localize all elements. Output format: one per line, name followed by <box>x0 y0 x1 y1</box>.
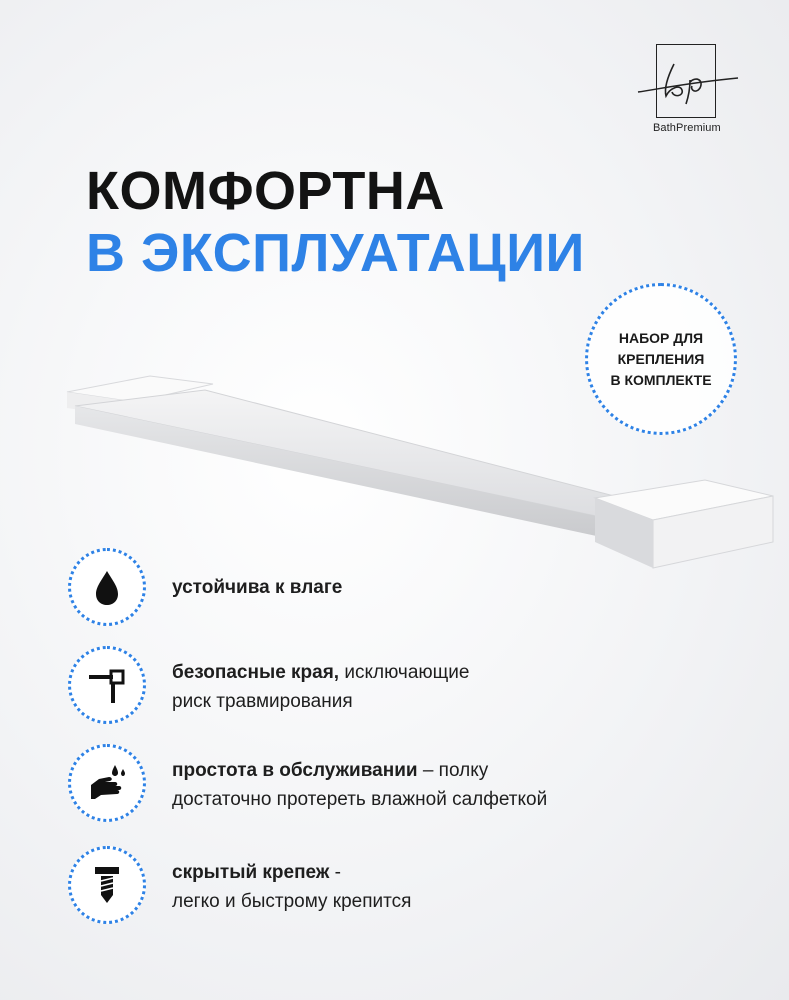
badge-line-1: НАБОР ДЛЯ <box>618 329 704 346</box>
feature-line-2: достаточно протереть влажной салфеткой <box>172 789 548 810</box>
feature-icon-circle <box>68 846 146 924</box>
feature-rest: - <box>329 862 341 883</box>
badge-line-3: В КОМПЛЕКТЕ <box>610 371 712 388</box>
safe-edge-icon <box>85 663 129 707</box>
feature-icon-circle <box>68 646 146 724</box>
feature-line-2: легко и быстрому крепится <box>172 891 412 912</box>
feature-text <box>172 573 342 602</box>
feature-bold: безопасные края, <box>172 662 340 683</box>
hand-wash-icon <box>85 761 129 805</box>
feature-bold: скрытый крепеж <box>172 862 330 883</box>
feature-bold: простота в обслуживании <box>172 760 418 781</box>
headline <box>86 160 585 284</box>
feature-safe-edges <box>68 646 708 726</box>
headline-line-2: В ЭКСПЛУАТАЦИИ <box>86 223 585 283</box>
feature-rest: – полку <box>417 760 489 781</box>
feature-icon-circle <box>68 548 146 626</box>
feature-line-2: риск травмирования <box>172 691 353 712</box>
feature-easy-care <box>68 744 708 824</box>
feature-rest: исключающие <box>339 662 470 683</box>
badge-line-2: КРЕПЛЕНИЯ <box>617 350 705 367</box>
feature-bold: устойчива к влаге <box>172 577 343 598</box>
headline-line-1: КОМФОРТНА <box>86 161 445 221</box>
water-drop-icon <box>85 565 129 609</box>
brand-name: BathPremium <box>653 122 721 134</box>
feature-hidden-mount <box>68 846 708 926</box>
feature-text <box>172 756 547 814</box>
feature-moisture <box>68 548 708 628</box>
brand-logo <box>652 44 730 140</box>
bp-monogram-icon <box>634 58 744 106</box>
feature-text <box>172 858 411 916</box>
feature-icon-circle <box>68 744 146 822</box>
feature-text <box>172 658 469 716</box>
screw-icon <box>85 863 129 907</box>
